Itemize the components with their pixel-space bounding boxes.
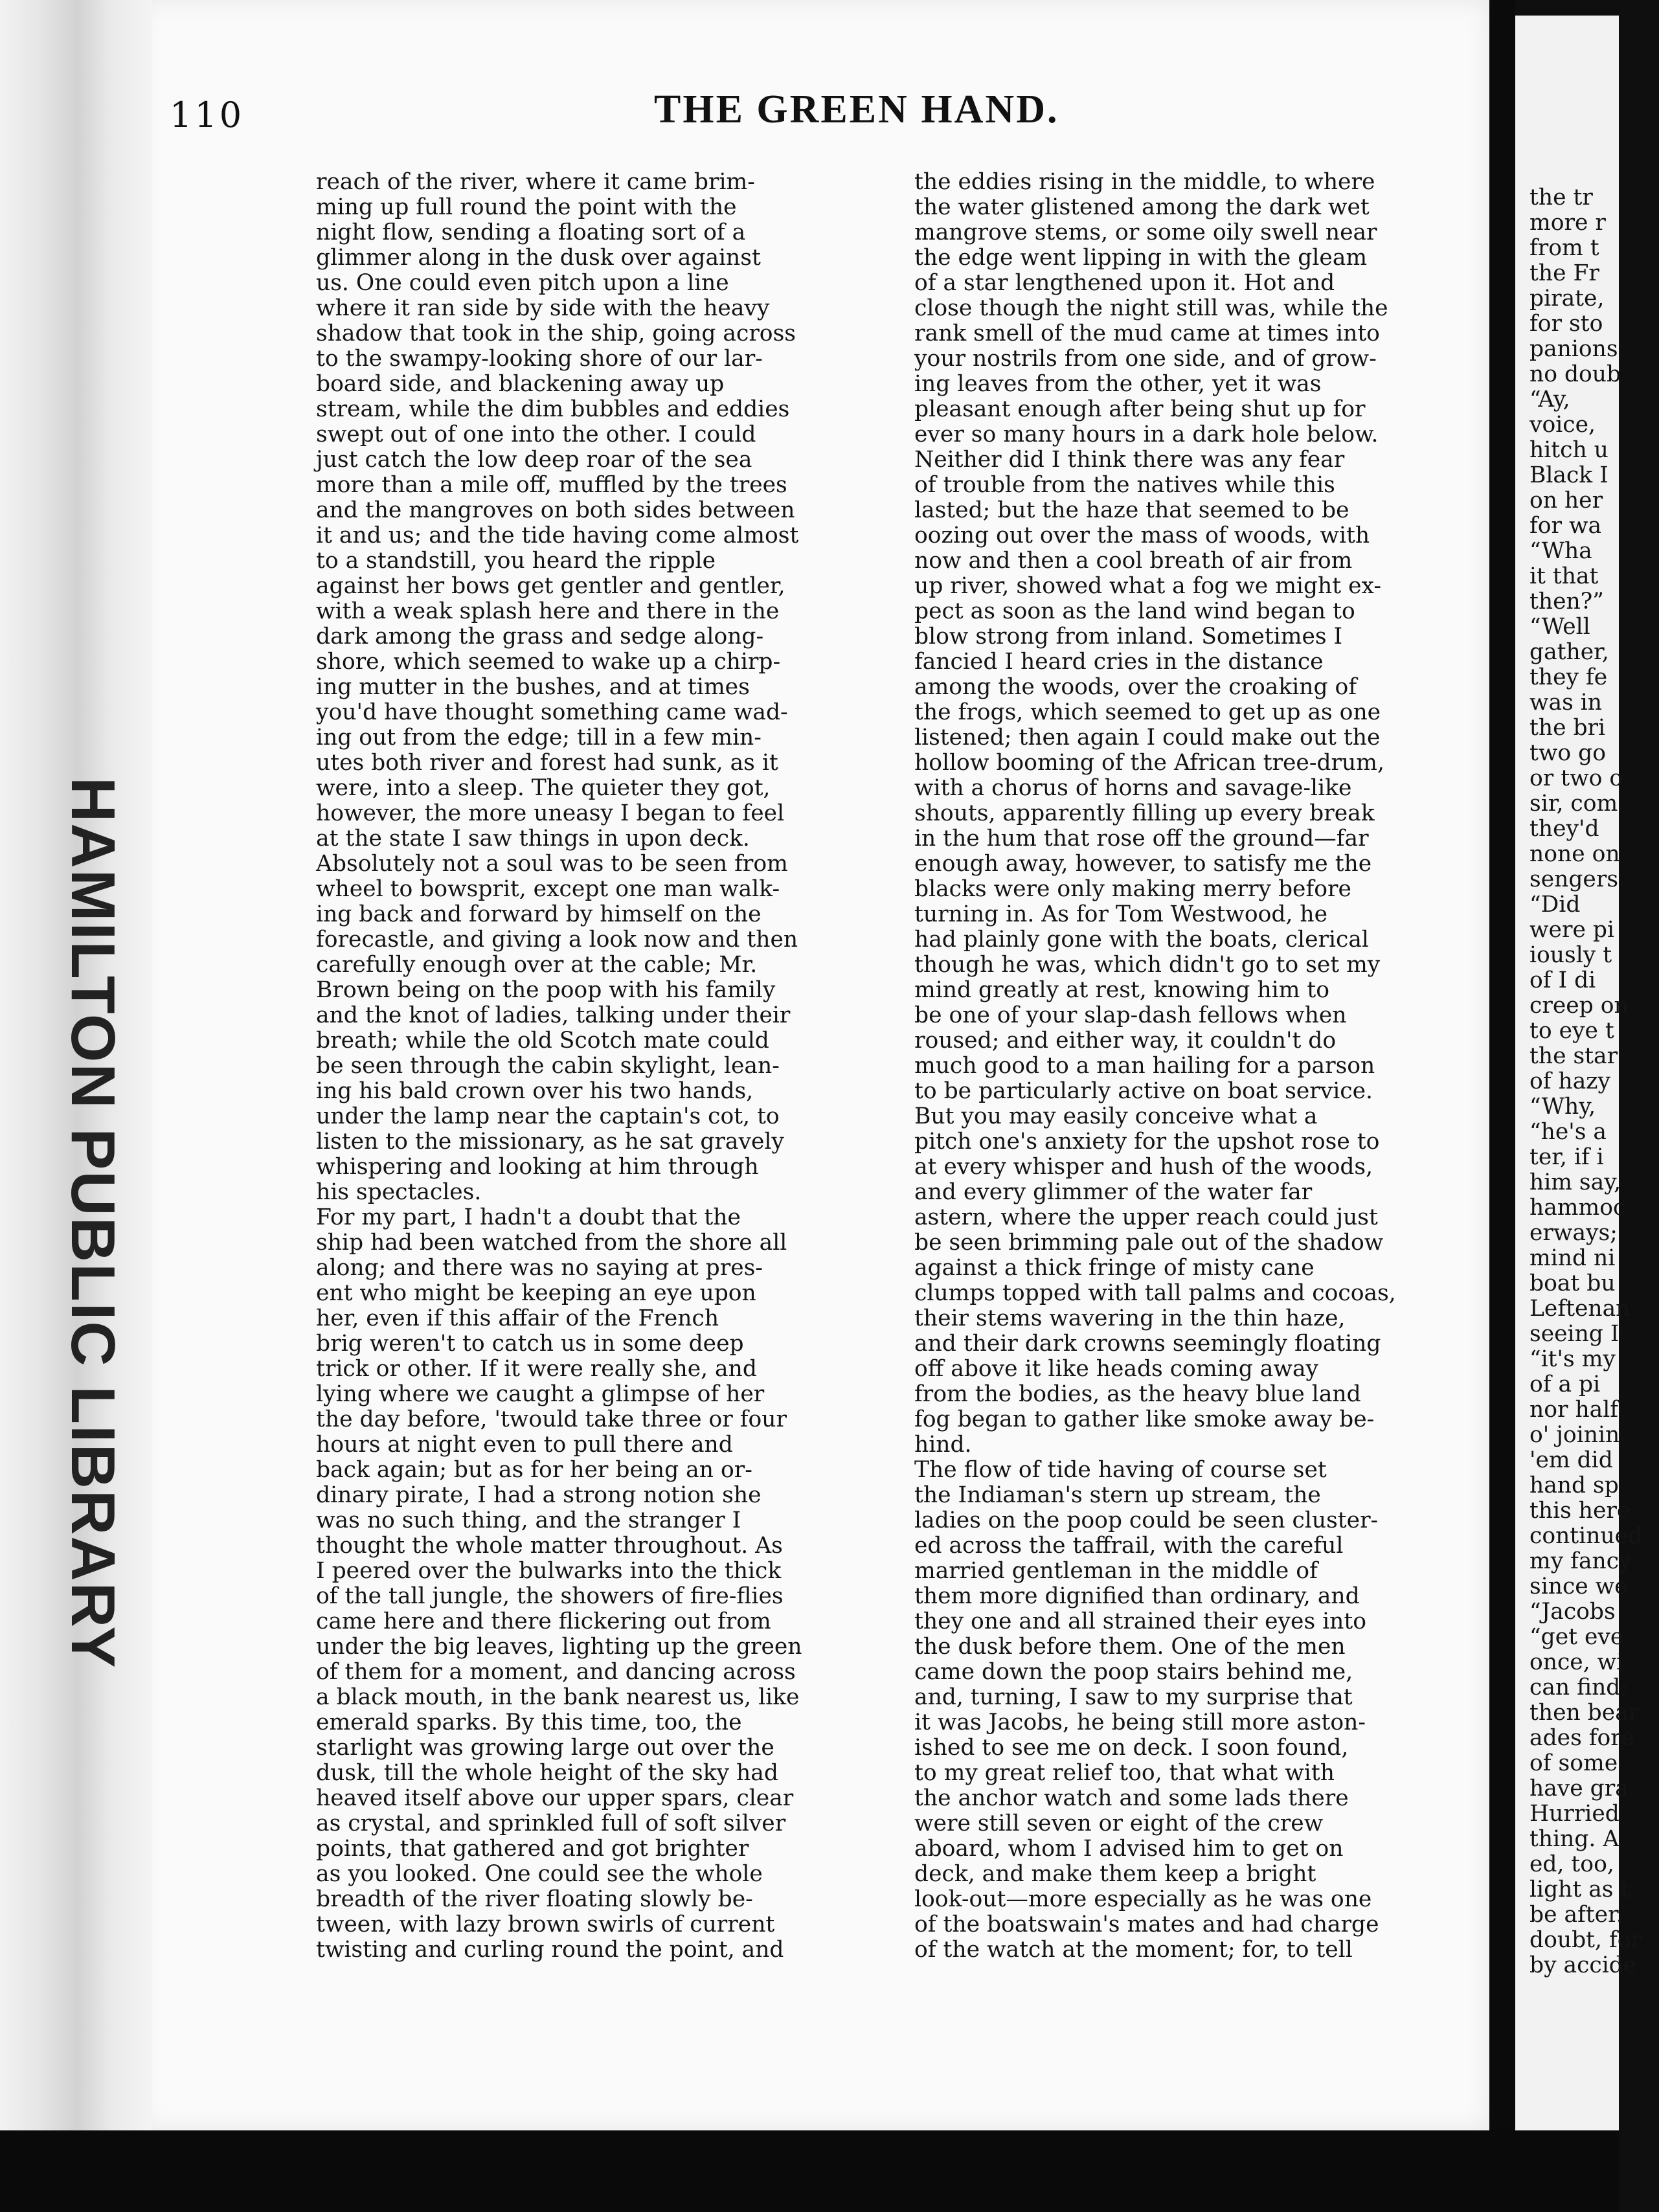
text-line: to the swampy-looking shore of our lar- xyxy=(316,346,763,372)
text-line: seeing I xyxy=(1529,1321,1620,1347)
text-line: their stems wavering in the thin haze, xyxy=(914,1305,1346,1331)
text-line: of a pi xyxy=(1529,1371,1601,1397)
text-line: under the big leaves, lighting up the green xyxy=(316,1634,802,1660)
text-line: him say, xyxy=(1529,1169,1621,1195)
text-line: from t xyxy=(1529,235,1599,261)
text-line: lying where we caught a glimpse of her xyxy=(316,1381,765,1407)
text-line: by accide xyxy=(1529,1952,1637,1978)
text-line: more than a mile off, muffled by the trees xyxy=(316,472,787,498)
text-line: Brown being on the poop with his family xyxy=(316,977,776,1003)
text-line: ed, too, xyxy=(1529,1851,1614,1877)
text-line: now and then a cool breath of air from xyxy=(914,548,1353,574)
text-line: then bear xyxy=(1529,1700,1640,1726)
text-line: rank smell of the mud came at times into xyxy=(914,321,1380,346)
text-line: thought the whole matter throughout. As xyxy=(316,1533,783,1559)
text-line: ming up full round the point with the xyxy=(316,194,737,220)
text-line: whispering and looking at him through xyxy=(316,1154,759,1180)
text-line: ished to see me on deck. I soon found, xyxy=(914,1735,1349,1761)
text-line: deck, and make them keep a bright xyxy=(914,1861,1316,1887)
text-line: fog began to gather like smoke away be- xyxy=(914,1406,1375,1432)
text-line: ing leaves from the other, yet it was xyxy=(914,371,1322,397)
text-line: of them for a moment, and dancing across xyxy=(316,1659,796,1685)
text-line: then?” xyxy=(1529,589,1604,615)
text-line: voice, xyxy=(1529,412,1596,438)
text-line: along; and there was no saying at pres- xyxy=(316,1255,763,1281)
text-line: was no such thing, and the stranger I xyxy=(316,1507,741,1533)
text-line: points, that gathered and got brighter xyxy=(316,1836,749,1862)
text-line: ladies on the poop could be seen cluster- xyxy=(914,1507,1379,1533)
text-line: can find; xyxy=(1529,1675,1629,1700)
text-line: gather, xyxy=(1529,639,1609,665)
text-line: lasted; but the haze that seemed to be xyxy=(914,497,1349,523)
page-number: 110 xyxy=(170,95,245,135)
text-line: up river, showed what a fog we might ex- xyxy=(914,573,1382,599)
text-line: “it's my xyxy=(1529,1346,1616,1372)
text-line: mind ni xyxy=(1529,1245,1616,1271)
text-line: Black I xyxy=(1529,462,1608,488)
text-line: roused; and either way, it couldn't do xyxy=(914,1028,1337,1054)
text-column-next-page xyxy=(1529,185,1659,1978)
text-line: be one of your slap-dash fellows when xyxy=(914,1002,1347,1028)
text-line: look-out—more especially as he was one xyxy=(914,1886,1372,1912)
text-line: swept out of one into the other. I could xyxy=(316,422,756,447)
text-line: for wa xyxy=(1529,513,1602,539)
text-line: ent who might be keeping an eye upon xyxy=(316,1280,756,1306)
text-line: o' joinin xyxy=(1529,1422,1620,1448)
text-line: stream, while the dim bubbles and eddies xyxy=(316,396,790,422)
text-line: of the boatswain's mates and had charge xyxy=(914,1912,1379,1937)
text-line: no doub xyxy=(1529,361,1621,387)
text-line: listened; then again I could make out the xyxy=(914,725,1381,751)
text-line: utes both river and forest had sunk, as it xyxy=(316,750,778,776)
text-line: once, wi xyxy=(1529,1649,1624,1675)
text-line: two go xyxy=(1529,740,1606,766)
text-line: hammoc xyxy=(1529,1195,1626,1221)
text-line: of the watch at the moment; for, to tell xyxy=(914,1937,1353,1963)
text-line: pirate, xyxy=(1529,286,1605,311)
page-gutter xyxy=(1489,0,1515,2212)
text-line: the Fr xyxy=(1529,260,1599,286)
text-line: be seen through the cabin skylight, lean- xyxy=(316,1053,780,1079)
text-line: of some xyxy=(1529,1750,1618,1776)
text-line: was in xyxy=(1529,690,1603,716)
text-line: pitch one's anxiety for the upshot rose to xyxy=(914,1129,1380,1155)
text-line: shadow that took in the ship, going across xyxy=(316,321,796,346)
text-line: mind greatly at rest, knowing him to xyxy=(914,977,1330,1003)
text-line: as you looked. One could see the whole xyxy=(316,1861,763,1887)
text-line: had plainly gone with the boats, clerical xyxy=(914,927,1369,953)
text-line: against a thick fringe of misty cane xyxy=(914,1255,1315,1281)
text-line: For my part, I hadn't a doubt that the xyxy=(316,1204,741,1230)
text-line: shouts, apparently filling up every break xyxy=(914,800,1375,826)
text-line: to my great relief too, that what with xyxy=(914,1760,1335,1786)
text-line: breadth of the river floating slowly be- xyxy=(316,1886,753,1912)
text-line: married gentleman in the middle of xyxy=(914,1558,1318,1584)
text-line: against her bows get gentler and gentler, xyxy=(316,573,785,599)
text-line: of a star lengthened upon it. Hot and xyxy=(914,270,1335,296)
text-line: “Jacobs xyxy=(1529,1599,1616,1625)
text-line: to a standstill, you heard the ripple xyxy=(316,548,716,574)
text-line: they fe xyxy=(1529,664,1608,690)
text-line: emerald sparks. By this time, too, the xyxy=(316,1710,742,1735)
text-line: us. One could even pitch upon a line xyxy=(316,270,729,296)
text-line: ter, if i xyxy=(1529,1144,1604,1170)
text-line: were pi xyxy=(1529,917,1614,943)
text-line: glimmer along in the dusk over against xyxy=(316,245,761,271)
text-line: were, into a sleep. The quieter they got, xyxy=(316,775,771,801)
text-line: though he was, which didn't go to set my xyxy=(914,952,1381,978)
text-line: continued xyxy=(1529,1523,1643,1549)
text-column-left xyxy=(316,170,879,1963)
text-line: turning in. As for Tom Westwood, he xyxy=(914,901,1328,927)
text-line: were still seven or eight of the crew xyxy=(914,1811,1324,1836)
text-line: “get eve xyxy=(1529,1624,1624,1650)
text-line: fancied I heard cries in the distance xyxy=(914,649,1324,675)
text-line: of hazy xyxy=(1529,1068,1610,1094)
text-line: hind. xyxy=(914,1432,972,1458)
text-line: they'd xyxy=(1529,816,1599,842)
text-line: be after. xyxy=(1529,1902,1623,1928)
text-line: pleasant enough after being shut up for xyxy=(914,396,1366,422)
text-line: boat bu xyxy=(1529,1270,1616,1296)
text-line: mangrove stems, or some oily swell near xyxy=(914,220,1377,245)
text-line: with a weak splash here and there in the xyxy=(316,598,780,624)
text-line: close though the night still was, while the xyxy=(914,295,1388,321)
text-line: nor half xyxy=(1529,1397,1619,1423)
text-line: The flow of tide having of course set xyxy=(914,1457,1327,1483)
text-line: her, even if this affair of the French xyxy=(316,1305,719,1331)
text-line: none on xyxy=(1529,841,1620,867)
text-line: the anchor watch and some lads there xyxy=(914,1785,1349,1811)
text-line: came here and there flickering out from xyxy=(316,1608,771,1634)
text-line: carefully enough over at the cable; Mr. xyxy=(316,952,758,978)
text-line: and the knot of ladies, talking under their xyxy=(316,1002,791,1028)
text-line: have gra xyxy=(1529,1776,1629,1801)
text-line: trick or other. If it were really she, and xyxy=(316,1356,757,1382)
text-line: Leftenan xyxy=(1529,1296,1631,1322)
text-line: heaved itself above our upper spars, clear xyxy=(316,1785,794,1811)
text-line: you'd have thought something came wad- xyxy=(316,699,788,725)
book-binding-edge xyxy=(0,0,152,2130)
text-line: just catch the low deep roar of the sea xyxy=(316,447,752,473)
text-line: iously t xyxy=(1529,942,1612,968)
text-line: hollow booming of the African tree-drum, xyxy=(914,750,1384,776)
text-line: they one and all strained their eyes into xyxy=(914,1608,1367,1634)
next-page-edge xyxy=(1515,16,1643,2132)
text-line: “Wha xyxy=(1529,538,1592,564)
text-line: the water glistened among the dark wet xyxy=(914,194,1370,220)
scan-bottom-margin xyxy=(0,2130,1619,2212)
text-line: a black mouth, in the bank nearest us, like xyxy=(316,1684,800,1710)
text-line: dinary pirate, I had a strong notion she xyxy=(316,1482,762,1508)
text-line: to be particularly active on boat service. xyxy=(914,1078,1373,1104)
text-line: sengers xyxy=(1529,866,1619,892)
text-line: ades fore xyxy=(1529,1725,1635,1751)
text-line: shore, which seemed to wake up a chirp- xyxy=(316,649,781,675)
text-line: and the mangroves on both sides between xyxy=(316,497,795,523)
text-line: where it ran side by side with the heavy xyxy=(316,295,770,321)
text-line: of trouble from the natives while this xyxy=(914,472,1335,498)
text-line: dusk, till the whole height of the sky had xyxy=(316,1760,778,1786)
text-line: oozing out over the mass of woods, with xyxy=(914,523,1370,548)
text-line: starlight was growing large out over the xyxy=(316,1735,774,1761)
text-line: since we xyxy=(1529,1574,1628,1599)
text-line: or two o xyxy=(1529,765,1623,791)
text-line: hitch u xyxy=(1529,437,1608,463)
text-line: ing out from the edge; till in a few min- xyxy=(316,725,762,751)
text-line: clumps topped with tall palms and cocoas, xyxy=(914,1280,1396,1306)
text-line: it and us; and the tide having come almost xyxy=(316,523,799,548)
text-line: at the state I saw things in upon deck. xyxy=(316,826,750,852)
text-line: aboard, whom I advised him to get on xyxy=(914,1836,1344,1862)
text-line: more r xyxy=(1529,210,1606,236)
text-line: creep on xyxy=(1529,993,1629,1019)
text-line: wheel to bowsprit, except one man walk- xyxy=(316,876,780,902)
text-line: dark among the grass and sedge along- xyxy=(316,624,764,649)
text-line: thing. A xyxy=(1529,1826,1620,1852)
text-line: sir, com xyxy=(1529,791,1618,817)
text-line: reach of the river, where it came brim- xyxy=(316,169,755,195)
text-line: Hurried xyxy=(1529,1801,1620,1827)
text-line: ing mutter in the bushes, and at times xyxy=(316,674,750,700)
text-line: of the tall jungle, the showers of fire-flies xyxy=(316,1583,784,1609)
text-line: much good to a man hailing for a parson xyxy=(914,1053,1375,1079)
text-line: in the hum that rose off the ground—far xyxy=(914,826,1369,852)
text-line: to eye t xyxy=(1529,1018,1614,1044)
text-line: ing his bald crown over his two hands, xyxy=(316,1078,754,1104)
text-line: and their dark crowns seemingly floating xyxy=(914,1331,1381,1357)
text-line: 'em did xyxy=(1529,1447,1613,1473)
text-line: pect as soon as the land wind began to xyxy=(914,598,1355,624)
text-line: however, the more uneasy I began to feel xyxy=(316,800,785,826)
text-line: ship had been watched from the shore all xyxy=(316,1230,787,1256)
text-line: listen to the missionary, as he sat gravely xyxy=(316,1129,784,1155)
text-line: erways; xyxy=(1529,1220,1618,1246)
text-line: “Well xyxy=(1529,614,1590,640)
text-line: as crystal, and sprinkled full of soft silver xyxy=(316,1811,786,1836)
text-line: board side, and blackening away up xyxy=(316,371,725,397)
text-line: came down the poop stairs behind me, xyxy=(914,1659,1353,1685)
text-line: with a chorus of horns and savage-like xyxy=(914,775,1352,801)
text-line: “Ay, xyxy=(1529,387,1570,412)
text-line: blacks were only making merry before xyxy=(914,876,1351,902)
text-line: Absolutely not a soul was to be seen from xyxy=(316,851,788,877)
text-line: enough away, however, to satisfy me the xyxy=(914,851,1372,877)
text-line: back again; but as for her being an or- xyxy=(316,1457,752,1483)
text-line: “Why, xyxy=(1529,1094,1596,1120)
text-line: forecastle, and giving a look now and then xyxy=(316,927,798,953)
text-line: ever so many hours in a dark hole below. xyxy=(914,422,1379,447)
text-line: the star xyxy=(1529,1043,1618,1069)
running-title: THE GREEN HAND. xyxy=(654,87,1059,131)
library-stamp: HAMILTON PUBLIC LIBRARY xyxy=(58,777,128,1669)
text-line: of I di xyxy=(1529,967,1596,993)
text-line: ing back and forward by himself on the xyxy=(316,901,762,927)
text-line: twisting and curling round the point, and xyxy=(316,1937,784,1963)
text-line: them more dignified than ordinary, and xyxy=(914,1583,1360,1609)
text-line: “he's a xyxy=(1529,1119,1607,1145)
text-line: light as t xyxy=(1529,1877,1630,1902)
text-line: tween, with lazy brown swirls of current xyxy=(316,1912,775,1937)
text-line: it that xyxy=(1529,563,1599,589)
text-line: it was Jacobs, he being still more aston- xyxy=(914,1710,1366,1735)
text-line: doubt, for xyxy=(1529,1927,1642,1953)
text-line: on her xyxy=(1529,488,1603,514)
text-line: for sto xyxy=(1529,311,1603,337)
text-line: my fancy xyxy=(1529,1548,1632,1574)
text-line: astern, where the upper reach could just xyxy=(914,1204,1378,1230)
text-line: the dusk before them. One of the men xyxy=(914,1634,1346,1660)
text-line: at every whisper and hush of the woods, xyxy=(914,1154,1373,1180)
text-line: and every glimmer of the water far xyxy=(914,1179,1313,1205)
text-line: from the bodies, as the heavy blue land xyxy=(914,1381,1361,1407)
text-line: this here xyxy=(1529,1498,1631,1524)
text-line: off above it like heads coming away xyxy=(914,1356,1318,1382)
text-line: blow strong from inland. Sometimes I xyxy=(914,624,1343,649)
text-line: ed across the taffrail, with the careful xyxy=(914,1533,1344,1559)
text-line: under the lamp near the captain's cot, to xyxy=(316,1103,780,1129)
text-line: among the woods, over the croaking of xyxy=(914,674,1357,700)
text-line: breath; while the old Scotch mate could xyxy=(316,1028,769,1054)
text-line: your nostrils from one side, and of grow- xyxy=(914,346,1377,372)
text-line: the Indiaman's stern up stream, the xyxy=(914,1482,1321,1508)
text-line: Neither did I think there was any fear xyxy=(914,447,1345,473)
text-line: and, turning, I saw to my surprise that xyxy=(914,1684,1353,1710)
text-line: the bri xyxy=(1529,715,1606,741)
text-line: the day before, 'twould take three or four xyxy=(316,1406,787,1432)
text-line: his spectacles. xyxy=(316,1179,482,1205)
text-line: the eddies rising in the middle, to where xyxy=(914,169,1375,195)
text-line: be seen brimming pale out of the shadow xyxy=(914,1230,1384,1256)
text-line: But you may easily conceive what a xyxy=(914,1103,1318,1129)
text-line: “Did xyxy=(1529,892,1581,918)
text-line: night flow, sending a floating sort of a xyxy=(316,220,746,245)
text-line: panions xyxy=(1529,336,1618,362)
text-line: the frogs, which seemed to get up as one xyxy=(914,699,1381,725)
text-line: I peered over the bulwarks into the thick xyxy=(316,1558,782,1584)
text-line: the edge went lipping in with the gleam xyxy=(914,245,1368,271)
text-line: brig weren't to catch us in some deep xyxy=(316,1331,744,1357)
text-line: hours at night even to pull there and xyxy=(316,1432,733,1458)
text-line: the tr xyxy=(1529,185,1593,210)
text-line: hand sp xyxy=(1529,1473,1619,1498)
text-column-right xyxy=(914,170,1478,1963)
